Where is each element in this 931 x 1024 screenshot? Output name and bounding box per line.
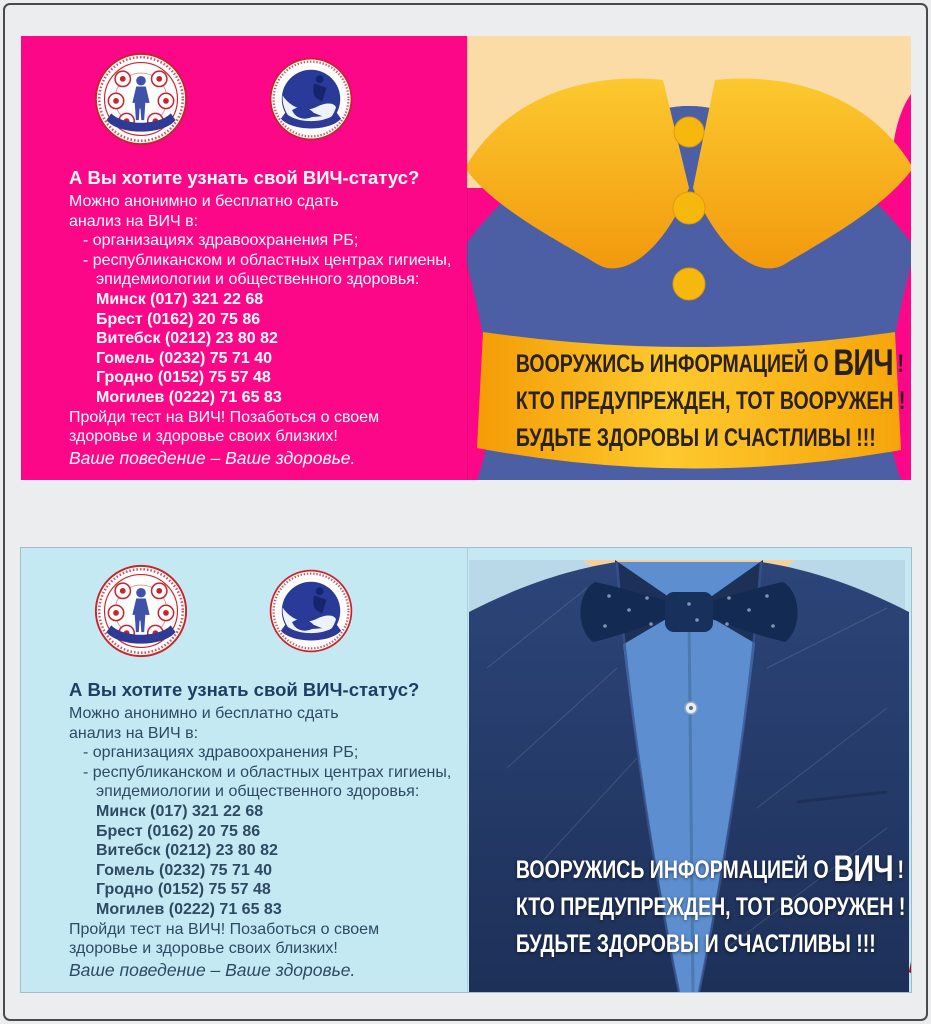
info-line: Пройди тест на ВИЧ! Позаботься о своем	[69, 408, 380, 426]
university-medical-emblem-icon	[93, 51, 189, 147]
info-line: анализ на ВИЧ в:	[69, 724, 199, 742]
info-line: Можно анонимно и бесплатно сдать	[69, 705, 339, 722]
info-bullet: - республиканском и областных центрах гигиены,	[83, 763, 452, 781]
banner-line-3: БУДЬТЕ ЗДОРОВЫ И СЧАСТЛИВЫ !!!	[515, 930, 876, 958]
fold-line	[467, 548, 468, 992]
logo-row	[21, 36, 467, 186]
info-heading: А Вы хотите узнать свой ВИЧ-статус?	[69, 679, 420, 700]
banner-line-2: КТО ПРЕДУПРЕЖДЕН, ТОТ ВООРУЖЕН !	[515, 387, 906, 415]
logo-row	[21, 548, 467, 698]
faculty-emblem-icon	[268, 56, 354, 142]
phone-minsk: Минск (017) 321 22 68	[96, 802, 264, 820]
info-line: Пройди тест на ВИЧ! Позаботься о своем	[69, 920, 380, 938]
phone-mogilev: Могилев (0222) 71 65 83	[96, 388, 282, 406]
info-heading: А Вы хотите узнать свой ВИЧ-статус?	[69, 167, 420, 188]
university-medical-emblem-icon	[93, 563, 189, 659]
fold-line	[467, 36, 468, 480]
phone-vitebsk: Витебск (0212) 23 80 82	[96, 330, 278, 348]
behavior-slogan: Ваше поведение – Ваше здоровье.	[69, 959, 356, 980]
phone-gomel: Гомель (0232) 75 71 40	[96, 861, 272, 879]
info-line: анализ на ВИЧ в:	[69, 212, 199, 230]
phone-grodno: Гродно (0152) 75 57 48	[96, 881, 271, 899]
banner-slogan-block	[467, 344, 911, 457]
vich-highlight: ВИЧ	[833, 848, 893, 889]
info-bullet-cont: эпидемиологии и общественного здоровья:	[96, 271, 420, 289]
info-bullet: - организациях здравоохранения РБ;	[83, 232, 359, 250]
behavior-slogan: Ваше поведение – Ваше здоровье.	[69, 447, 356, 468]
info-bullet: - республиканском и областных центрах гигиены,	[83, 251, 452, 269]
banner-line-2: КТО ПРЕДУПРЕЖДЕН, ТОТ ВООРУЖЕН !	[515, 893, 906, 921]
phone-vitebsk: Витебск (0212) 23 80 82	[96, 842, 278, 860]
hiv-info-text-block	[69, 678, 471, 980]
phone-brest: Брест (0162) 20 75 86	[96, 822, 261, 840]
info-line: Можно анонимно и бесплатно сдать	[69, 193, 339, 210]
phone-brest: Брест (0162) 20 75 86	[96, 310, 261, 328]
vich-highlight: ВИЧ	[833, 342, 893, 383]
info-bullet-cont: эпидемиологии и общественного здоровья:	[96, 783, 420, 801]
pink-leaflet	[21, 36, 911, 480]
phone-grodno: Гродно (0152) 75 57 48	[96, 369, 271, 387]
info-line: здоровье и здоровье своих близких!	[69, 428, 338, 446]
hiv-info-text-block	[69, 166, 471, 468]
faculty-emblem-icon	[268, 568, 354, 654]
phone-minsk: Минск (017) 321 22 68	[96, 290, 264, 308]
info-line: здоровье и здоровье своих близких!	[69, 940, 338, 958]
info-bullet: - организациях здравоохранения РБ;	[83, 744, 359, 762]
banner-line-1: ВООРУЖИСЬ ИНФОРМАЦИЕЙ О ВИЧ !	[515, 342, 905, 383]
phone-gomel: Гомель (0232) 75 71 40	[96, 349, 272, 367]
blue-leaflet	[20, 547, 912, 993]
banner-line-3: БУДЬТЕ ЗДОРОВЫ И СЧАСТЛИВЫ !!!	[515, 424, 876, 452]
phone-mogilev: Могилев (0222) 71 65 83	[96, 900, 282, 918]
banner-line-1: ВООРУЖИСЬ ИНФОРМАЦИЕЙ О ВИЧ !	[515, 848, 905, 889]
banner-slogan-block	[467, 850, 911, 963]
